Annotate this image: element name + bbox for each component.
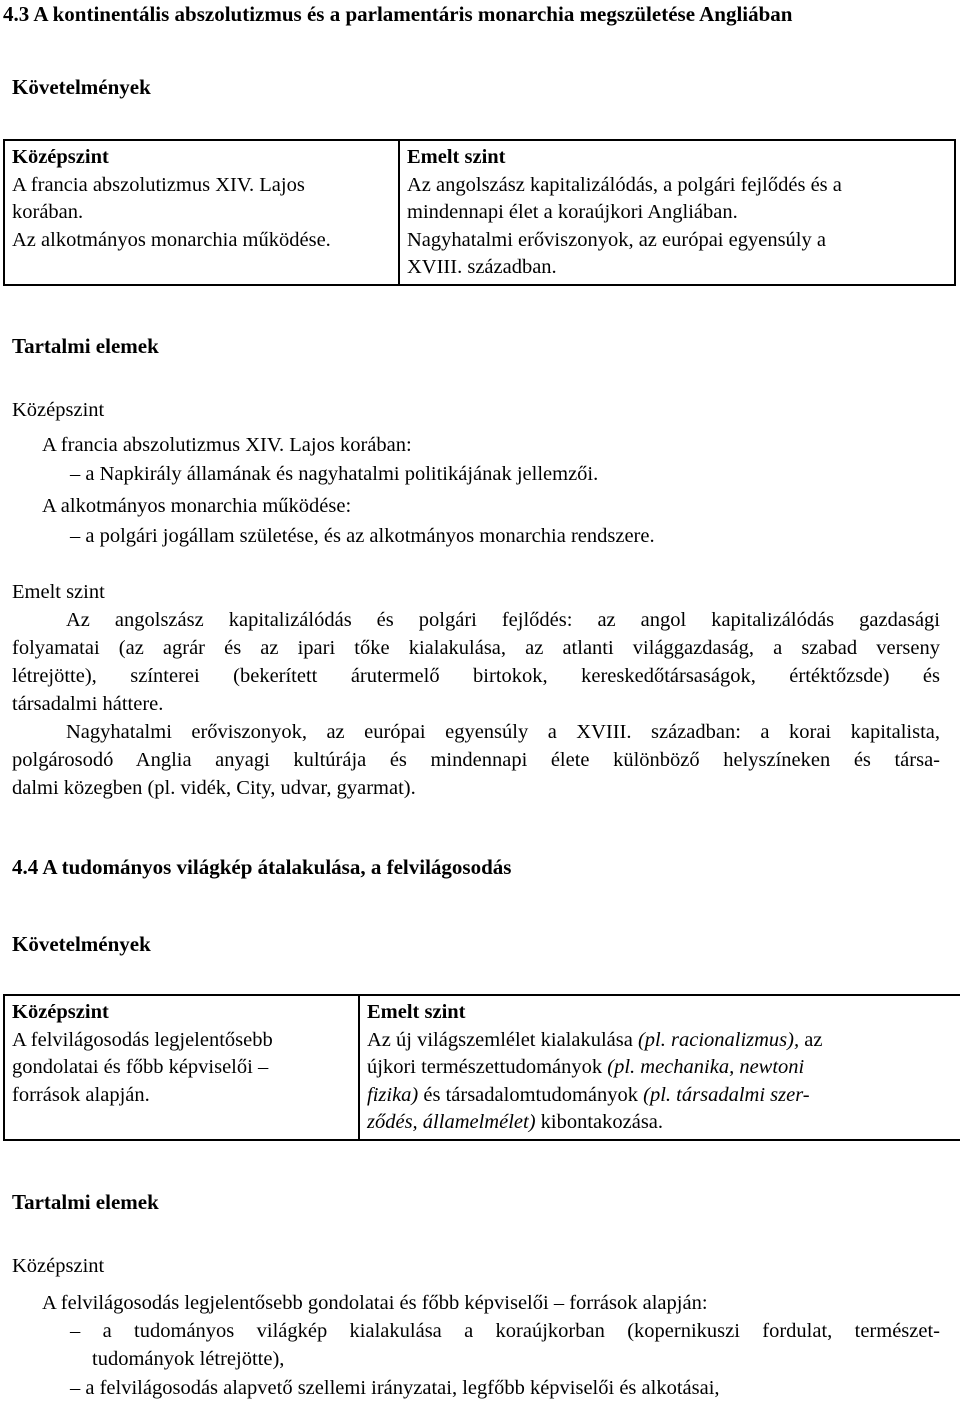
subitem-line: tudományok létrejötte), — [92, 1348, 285, 1370]
content-subitem: – a polgári jogállam születése, és az alkotmányos monarchia rendszere. — [70, 522, 655, 550]
requirement-line: A francia abszolutizmus XIV. Lajos — [12, 173, 305, 196]
requirements-heading-4-3: Követelmények — [12, 75, 151, 99]
requirement-line: A felvilágosodás legjelentősebb — [12, 1028, 273, 1051]
content-subitem: – a Napkirály államának és nagyhatalmi politikájának jellemzői. — [70, 460, 598, 488]
paragraph-line: folyamatai (az agrár és az ipari tőke kialakulása, az atlanti világgazdaság, a szabad verseny — [12, 637, 940, 659]
text-run-italic: (pl. társadalmi szer- — [643, 1083, 810, 1106]
content-item: A alkotmányos monarchia működése: — [42, 495, 352, 517]
requirement-line — [367, 1082, 960, 1110]
requirement-line — [367, 1027, 960, 1055]
requirement-line: gondolatai és főbb képviselői – — [12, 1056, 269, 1078]
requirements-cell-adv — [399, 140, 955, 285]
paragraph-line: létrejötte), színterei (bekerített árutermelő birtokok, kereskedőtársaságok, értéktőzsde) és — [12, 665, 940, 687]
requirement-line — [367, 1054, 960, 1082]
requirements-cell-mid — [4, 140, 399, 285]
content-item: A felvilágosodás legjelentősebb gondolatai és főbb képviselői – források alapján: — [42, 1292, 708, 1314]
level-label: Középszint — [12, 1001, 109, 1023]
section-title-4-4: 4.4 A tudományos világkép átalakulása, a felvilágosodás — [12, 855, 512, 879]
requirements-table-4-3 — [3, 139, 956, 286]
text-run: kibontakozása. — [535, 1111, 664, 1133]
requirement-line: források alapján. — [12, 1083, 150, 1106]
paragraph-line: polgárosodó Anglia anyagi kultúrája és mindennapi élete különböző helyszíneken és társa- — [12, 749, 940, 771]
paragraph-line: társadalmi háttere. — [12, 693, 164, 715]
level-label: Emelt szint — [407, 146, 506, 168]
content-paragraph — [12, 606, 940, 802]
requirements-cell-adv — [359, 995, 960, 1140]
content-heading-4-3: Tartalmi elemek — [12, 334, 159, 358]
paragraph-line: Nagyhatalmi erőviszonyok, az európai egyensúly a XVIII. században: a korai kapitalista, — [66, 721, 940, 743]
level-label-adv: Emelt szint — [12, 581, 105, 603]
text-run-italic: (pl. mechanika, newtoni — [607, 1056, 805, 1078]
text-run: az — [799, 1028, 823, 1051]
text-run: és társadalomtudományok — [418, 1083, 644, 1106]
level-label: Középszint — [12, 146, 109, 168]
section-title-4-3: 4.3 A kontinentális abszolutizmus és a parlamentáris monarchia megszületése Angliában — [3, 2, 793, 26]
text-run-italic: (pl. racionalizmus), — [637, 1028, 800, 1051]
requirements-table-4-4 — [3, 994, 960, 1141]
paragraph-line: Az angolszász kapitalizálódás és polgári fejlődés: az angol kapitalizálódás gazdasági — [66, 609, 940, 631]
requirement-line — [367, 1109, 960, 1137]
requirement-line: Az angolszász kapitalizálódás, a polgári fejlődés és a — [407, 173, 842, 196]
requirement-line: korában. — [12, 201, 84, 223]
text-run: újkori természettudományok — [367, 1056, 608, 1078]
requirements-heading-4-4: Követelmények — [12, 932, 151, 956]
subitem-line: – a tudományos világkép kialakulása a koraújkorban (kopernikuszi fordulat, természet- — [70, 1317, 940, 1345]
level-label-mid: Középszint — [12, 399, 105, 421]
content-item: A francia abszolutizmus XIV. Lajos korában: — [42, 434, 412, 456]
requirements-cell-mid — [4, 995, 359, 1140]
requirement-line: Az alkotmányos monarchia működése. — [12, 228, 331, 251]
requirement-line: mindennapi élet a koraújkori Angliában. — [407, 201, 738, 223]
level-label: Emelt szint — [367, 1001, 466, 1023]
text-run: Az új világszemlélet kialakulása — [367, 1028, 638, 1051]
content-subitem — [70, 1317, 940, 1373]
text-run-italic: fizika) — [367, 1083, 419, 1106]
text-run-italic: ződés, államelmélet) — [367, 1111, 536, 1133]
content-heading-4-4: Tartalmi elemek — [12, 1190, 159, 1214]
requirement-line: XVIII. században. — [407, 256, 557, 278]
requirement-line: Nagyhatalmi erőviszonyok, az európai egyensúly a — [407, 228, 826, 251]
level-label-mid: Középszint — [12, 1255, 105, 1277]
paragraph-line: dalmi közegben (pl. vidék, City, udvar, gyarmat). — [12, 777, 416, 799]
content-subitem: – a felvilágosodás alapvető szellemi irányzatai, legfőbb képviselői és alkotásai, — [70, 1374, 720, 1402]
